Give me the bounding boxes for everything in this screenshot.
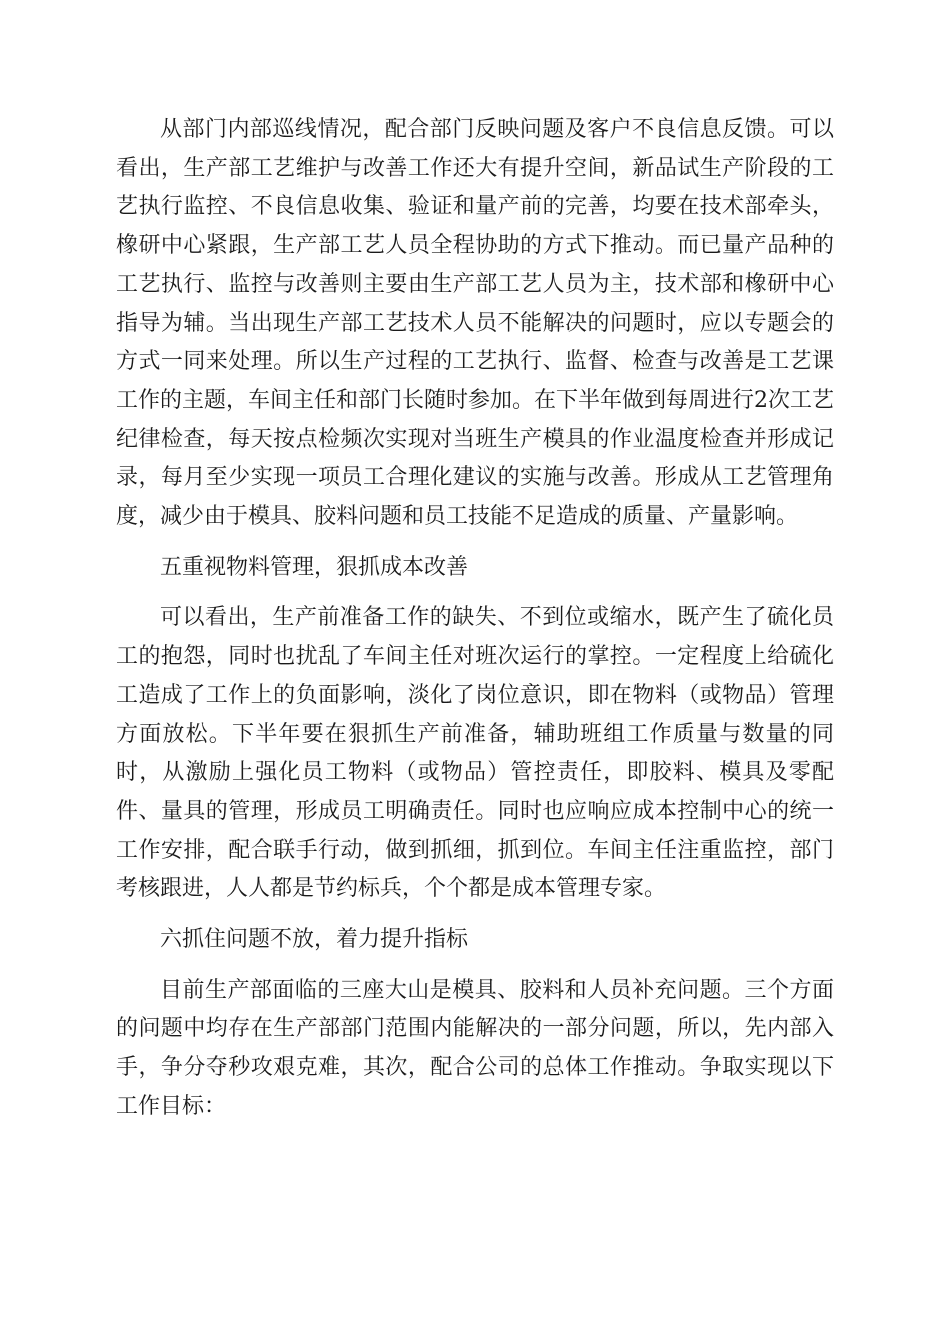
paragraph-gap [116,909,834,921]
paragraph-material-management: 可以看出，生产前准备工作的缺失、不到位或缩水，既产生了硫化员工的抱怨，同时也扰乱了车间主任对班次运行的掌控。一定程度上给硫化工造成了工作上的负面影响，淡化了岗位意识，即在物料（或物品）管理方面放松。下半年要在狠抓生产前准备，辅助班组工作质量与数量的同时，从激励上强化员工物料（或物品）管控责任，即胶料、模具及零配件、量具的管理，形成员工明确责任。同时也应响应成本控制中心的统一工作安排，配合联手行动，做到抓细，抓到位。车间主任注重监控，部门考核跟进，人人都是节约标兵，个个都是成本管理专家。 [116,605,834,902]
section-heading-problem-focus: 六抓住问题不放，着力提升指标 [160,927,469,953]
paragraph-gap [116,587,834,599]
paragraph-process-maintenance: 从部门内部巡线情况，配合部门反映问题及客户不良信息反馈。可以看出，生产部工艺维护与改善工作还大有提升空间，新品试生产阶段的工艺执行监控、不良信息收集、验证和量产前的完善，均要在技术部牵头，橡研中心紧跟，生产部工艺人员全程协助的方式下推动。而已量产品种的工艺执行、监控与改善则主要由生产部工艺人员为主，技术部和橡研中心指导为辅。当出现生产部工艺技术人员不能解决的问题时，应以专题会的方式一同来处理。所以生产过程的工艺执行、监督、检查与改善是工艺课工作的主题，车间主任和部门长随时参加。在下半年做到每周进行2次工艺纪律检查，每天按点检频次实现对当班生产模具的作业温度检查并形成记录，每月至少实现一项员工合理化建议的实施与改善。形成从工艺管理角度，减少由于模具、胶料问题和员工技能不足造成的质量、产量影响。 [116,117,834,530]
paragraph-gap [116,960,834,972]
document-body [116,111,834,1127]
section-heading-material-management: 五重视物料管理，狠抓成本改善 [160,554,469,580]
paragraph-gap [116,537,834,549]
paragraph-work-goals: 目前生产部面临的三座大山是模具、胶料和人员补充问题。三个方面的问题中均存在生产部部门范围内能解决的一部分问题，所以，先内部入手，争分夺秒攻艰克难，其次，配合公司的总体工作推动。争取实现以下工作目标： [116,977,834,1119]
